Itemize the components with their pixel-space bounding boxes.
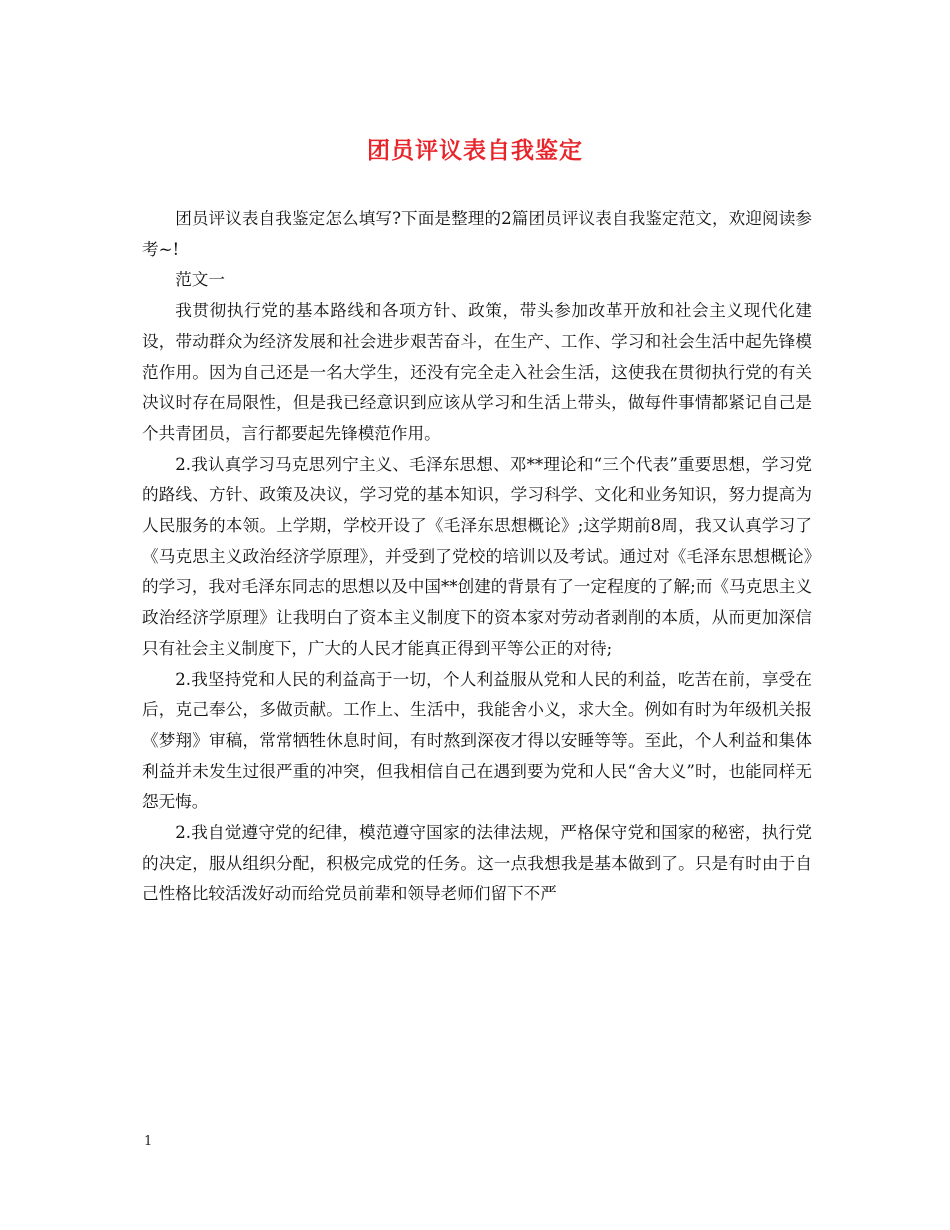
body-paragraph: 2.我自觉遵守党的纪律，模范遵守国家的法律法规，严格保守党和国家的秘密，执行党的决定，服从组织分配，积极完成党的任务。这一点我想我是基本做到了。只是有时由于自己性格比较活泼好动而给党员前辈和领导老师们留下不严 [142, 823, 812, 904]
body-paragraph: 2.我坚持党和人民的利益高于一切，个人利益服从党和人民的利益，吃苦在前，享受在后，克己奉公，多做贡献。工作上、生活中，我能舍小义，求大全。例如有时为年级机关报《梦翔》审稿，常常牺牲休息时间，有时熬到深夜才得以安睡等等。至此，个人利益和集体利益并未发生过很严重的冲突，但我相信自己在遇到要为党和人民“舍大义”时，也能同样无怨无悔。 [142, 669, 812, 812]
body-paragraph: 2.我认真学习马克思列宁主义、毛泽东思想、邓**理论和“三个代表”重要思想，学习党的路线、方针、政策及决议，学习党的基本知识，学习科学、文化和业务知识，努力提高为人民服务的本领。上学期，学校开设了《毛泽东思想概论》;这学期前8周，我又认真学习了《马克思主义政治经济学原理》，并受到了党校的培训以及考试。通过对《毛泽东思想概论》的学习，我对毛泽东同志的思想以及中国**创建的背景有了一定程度的了解;而《马克思主义政治经济学原理》让我明白了资本主义制度下的资本家对劳动者剥削的本质，从而更加深信只有社会主义制度下，广大的人民才能真正得到平等公正的对待; [142, 454, 812, 658]
document-body [142, 204, 812, 910]
intro-paragraph: 团员评议表自我鉴定怎么填写?下面是整理的2篇团员评议表自我鉴定范文，欢迎阅读参考~! [142, 209, 812, 259]
document-title: 团员评议表自我鉴定 [367, 137, 583, 164]
body-paragraph: 我贯彻执行党的基本路线和各项方针、政策，带头参加改革开放和社会主义现代化建设，带动群众为经济发展和社会进步艰苦奋斗，在生产、工作、学习和社会生活中起先锋模范作用。因为自己还是一名大学生，还没有完全走入社会生活，这使我在贯彻执行党的有关决议时存在局限性，但是我已经意识到应该从学习和生活上带头，做每件事情都紧记自己是个共青团员，言行都要起先锋模范作用。 [142, 301, 812, 443]
section-heading: 范文一 [175, 270, 225, 290]
page-number: 1 [144, 1134, 153, 1149]
